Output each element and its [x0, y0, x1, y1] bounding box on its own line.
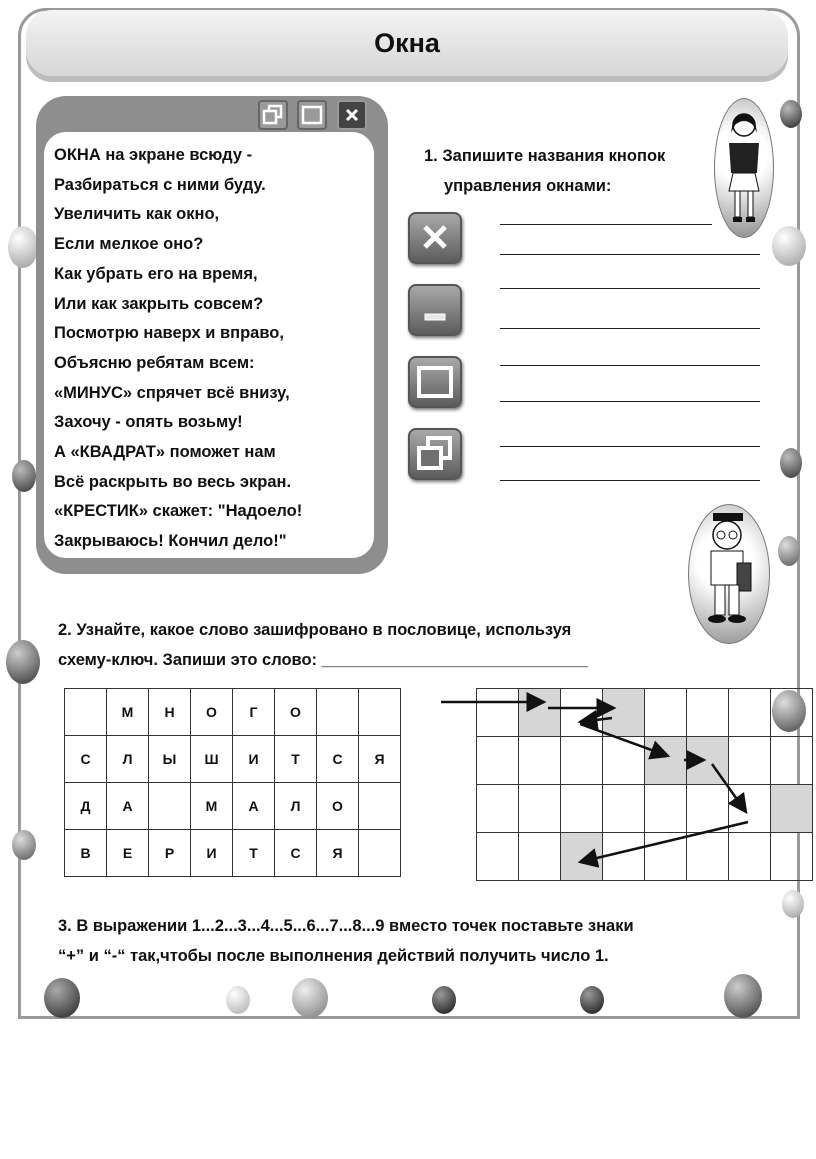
letter-cell: М	[191, 783, 233, 830]
task3-text	[58, 911, 634, 971]
task2-line1: 2. Узнайте, какое слово зашифровано в пословице, используя	[58, 621, 572, 639]
task1-line2: управления окнами:	[444, 177, 612, 195]
poem-line: Если мелкое оно?	[54, 235, 204, 254]
letter-cell: Я	[359, 736, 401, 783]
poem-line: Увеличить как окно,	[54, 205, 220, 224]
poem-line: Закрываюсь! Кончил дело!"	[54, 532, 287, 551]
letter-cell: Д	[65, 783, 107, 830]
poem-line: Всё раскрыть во весь экран.	[54, 472, 292, 491]
letter-cell: О	[191, 689, 233, 736]
letter-cell: С	[65, 736, 107, 783]
poem-line: А «КВАДРАТ» поможет нам	[54, 443, 276, 462]
letter-cell: Т	[233, 830, 275, 877]
letter-cell: Е	[107, 830, 149, 877]
poem-line: Объясню ребятам всем:	[54, 353, 255, 372]
poem-line: Или как закрыть совсем?	[54, 294, 264, 313]
letter-cell: Ш	[191, 736, 233, 783]
task1-line1: 1. Запишите названия кнопок	[424, 147, 666, 165]
poem-line: «МИНУС» спрячет всё внизу,	[54, 383, 290, 402]
poem-line: Разбираться с ними буду.	[54, 175, 266, 194]
task3-line1: 3. В выражении 1...2...3...4...5...6...7...8...9 вместо точек поставьте знаки	[58, 917, 634, 935]
poem-line: Как убрать его на время,	[54, 264, 258, 283]
letter-cell: В	[65, 830, 107, 877]
letter-cell: Л	[275, 783, 317, 830]
letter-cell: И	[191, 830, 233, 877]
letter-cell: Я	[317, 830, 359, 877]
letter-cell: Т	[275, 736, 317, 783]
letter-cell: С	[317, 736, 359, 783]
letter-cell: О	[317, 783, 359, 830]
task2-line2: схему-ключ. Запиши это слово: _____________________________	[58, 651, 588, 669]
letter-cell: С	[275, 830, 317, 877]
letter-cell: И	[233, 736, 275, 783]
letter-cell: Ы	[149, 736, 191, 783]
letter-cell: Н	[149, 689, 191, 736]
letter-cell: А	[233, 783, 275, 830]
letter-cell: Г	[233, 689, 275, 736]
letter-cell: Р	[149, 830, 191, 877]
poem-line: «КРЕСТИК» скажет: "Надоело!	[54, 502, 303, 521]
task3-line2: “+” и “-“ так,чтобы после выполнения действий получить число 1.	[58, 947, 609, 965]
poem-line: ОКНА на экране всюду -	[54, 146, 253, 164]
poem-line: Посмотрю наверх и вправо,	[54, 324, 284, 343]
page-title: Окна	[374, 28, 440, 58]
poem-line: Захочу - опять возьму!	[54, 413, 243, 432]
letter-cell: О	[275, 689, 317, 736]
letter-cell: М	[107, 689, 149, 736]
letter-cell: Л	[107, 736, 149, 783]
letter-cell: А	[107, 783, 149, 830]
